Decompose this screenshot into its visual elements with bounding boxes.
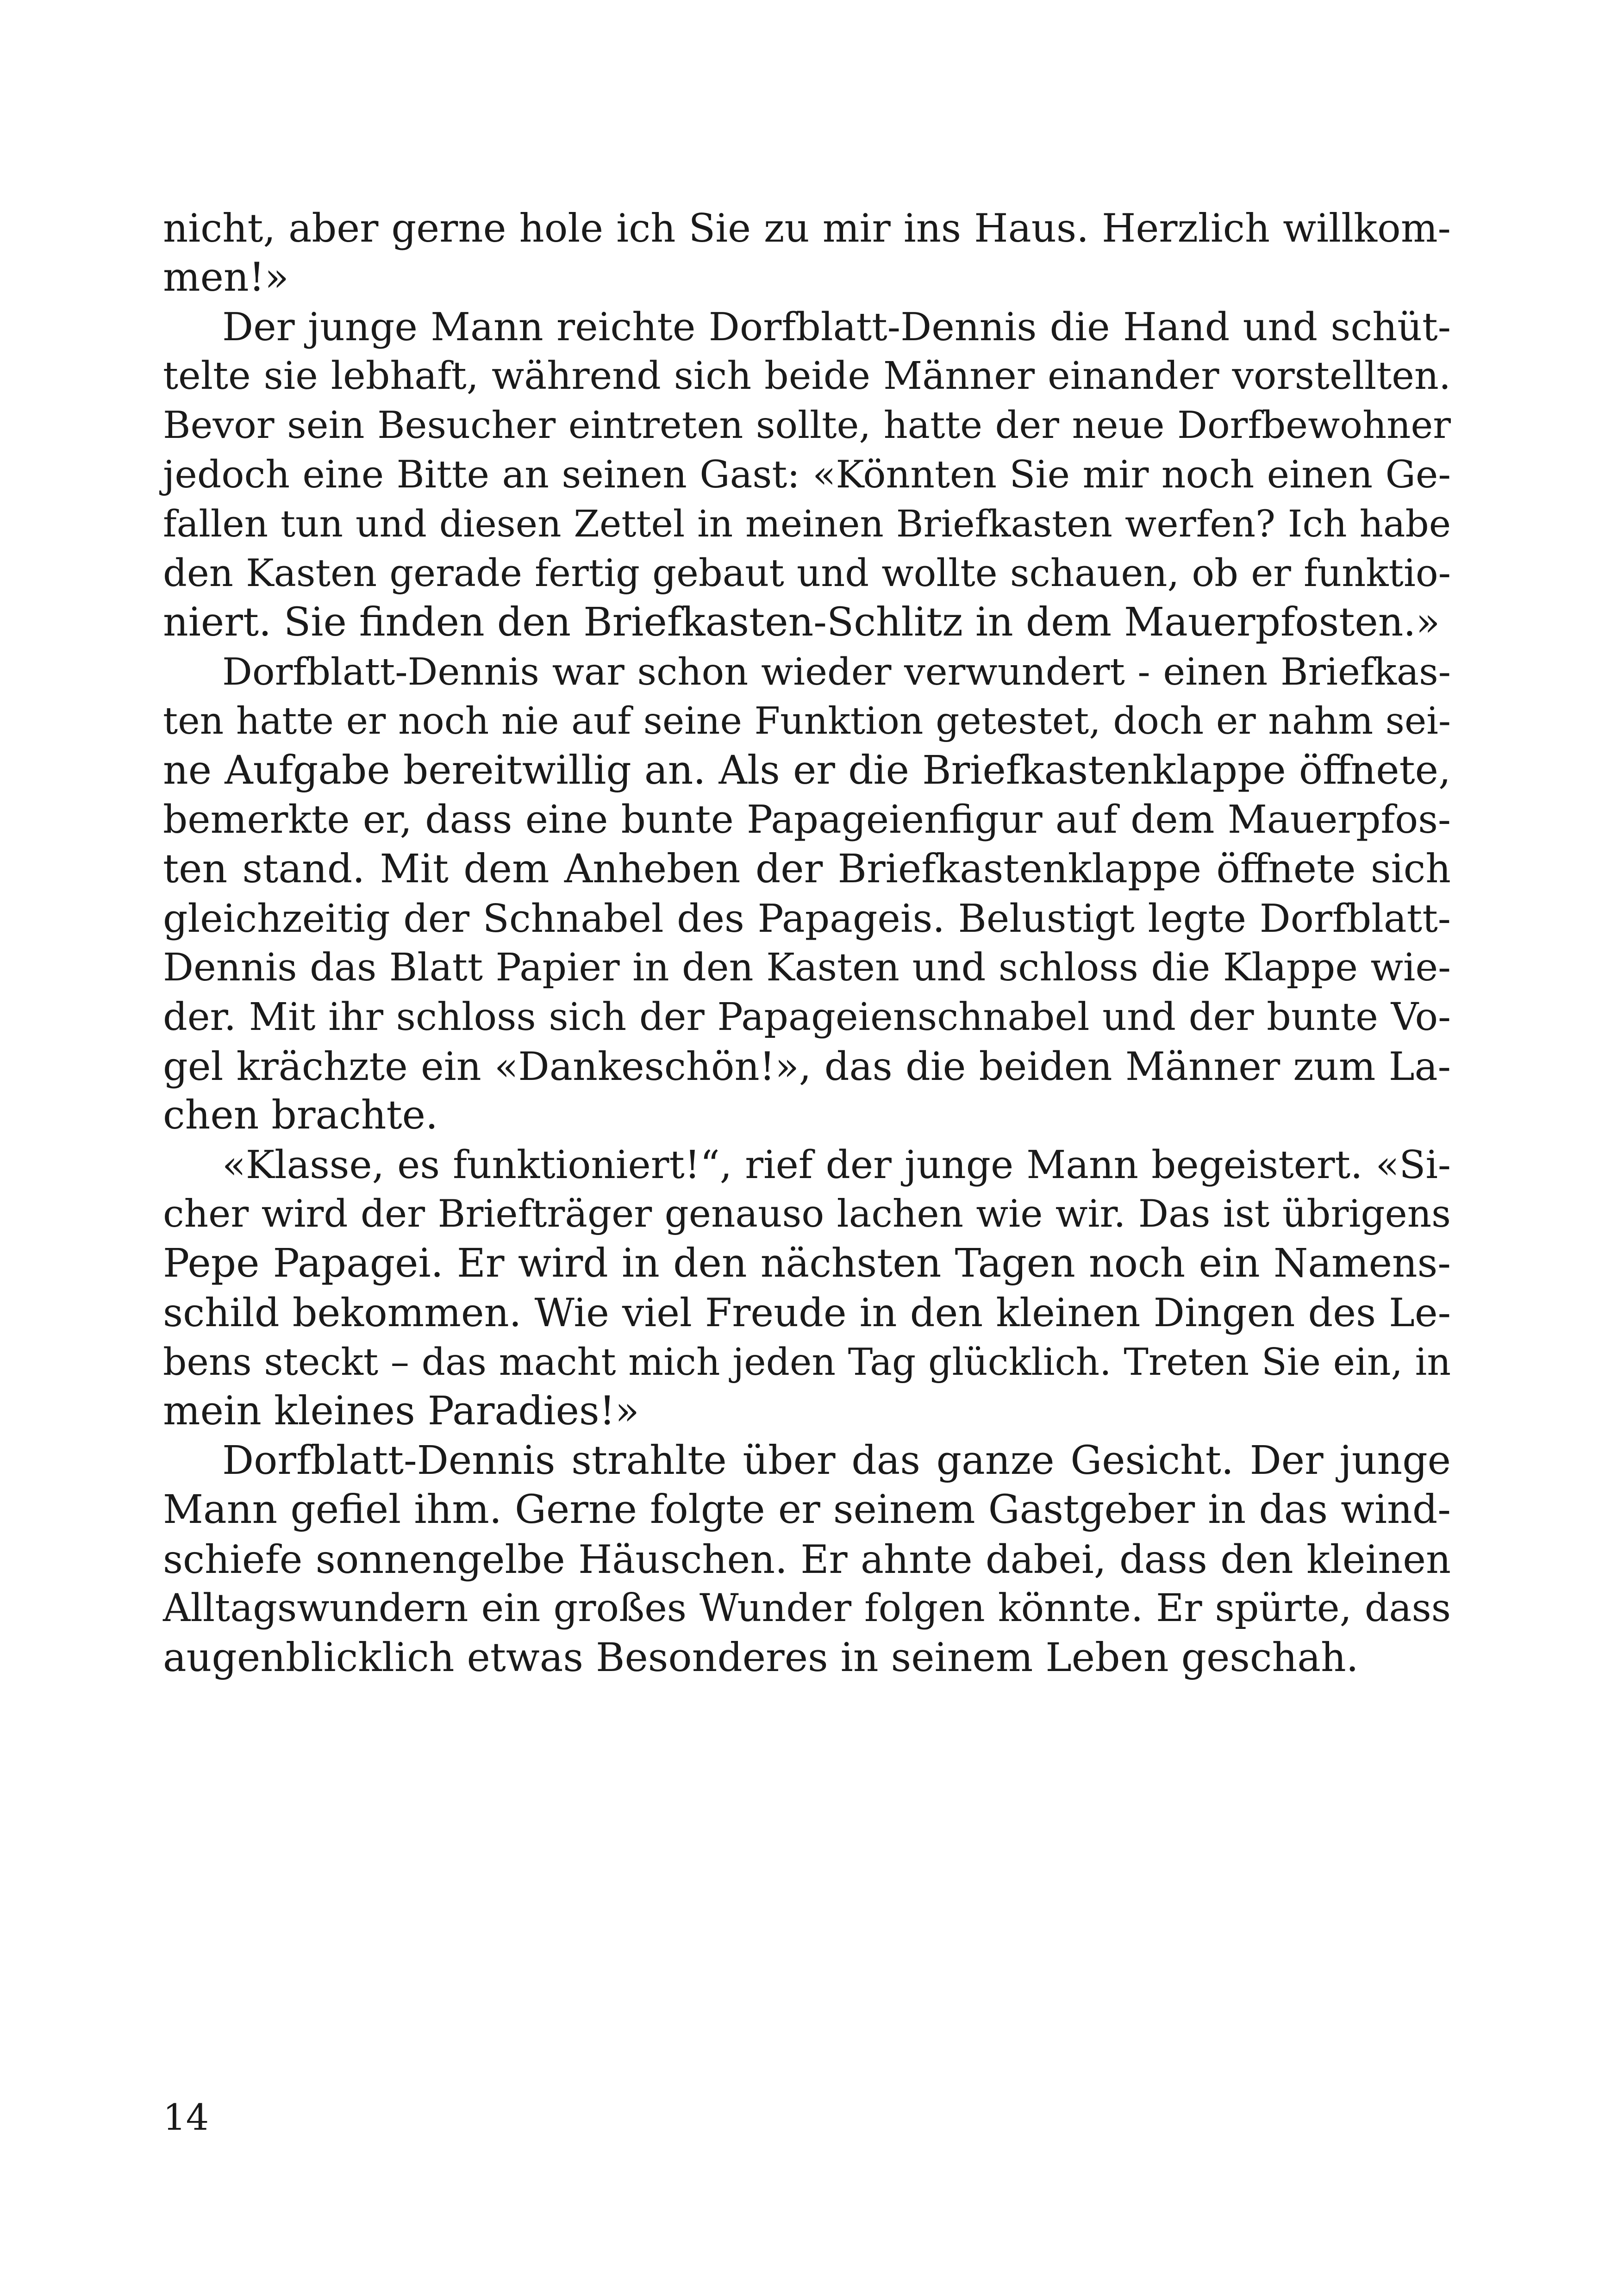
text-line: fallen tun und diesen Zettel in meinen Briefkasten werfen? Ich habe [163,502,1451,545]
text-line: jedoch eine Bitte an seinen Gast: «Könnten Sie mir noch einen Ge- [163,452,1451,497]
text-line: «Klasse, es funktioniert!“, rief der junge Mann begeistert. «Si- [222,1142,1451,1187]
text-line: chen brachte. [163,1092,438,1138]
text-line: Bevor sein Besucher eintreten sollte, hatte der neue Dorfbewohner [163,404,1451,447]
text-line: ten hatte er noch nie auf seine Funktion getestet, doch er nahm sei- [163,699,1451,742]
text-line: Dennis das Blatt Papier in den Kasten und schloss die Klappe wie- [163,945,1451,990]
text-line: ten stand. Mit dem Anheben der Briefkastenklappe öffnete sich [163,846,1451,892]
text-line: Mann gefiel ihm. Gerne folgte er seinem Gastgeber in das wind- [163,1487,1451,1533]
text-line: niert. Sie finden den Briefkasten-Schlitz in dem Mauerpfosten.» [163,599,1440,645]
text-line: den Kasten gerade fertig gebaut und wollte schauen, ob er funktio- [163,551,1451,595]
text-line: Dorfblatt-Dennis strahlte über das ganze Gesicht. Der junge [222,1437,1451,1484]
text-line: Dorfblatt-Dennis war schon wieder verwundert - einen Briefkas- [222,650,1451,694]
text-line: gleichzeitig der Schnabel des Papageis. Belustigt legte Dorfblatt- [163,896,1451,941]
page-number: 14 [163,2097,209,2139]
text-line: bens steckt – das macht mich jeden Tag glücklich. Treten Sie ein, in [163,1340,1451,1384]
text-line: cher wird der Briefträger genauso lachen wie wir. Das ist übrigens [163,1192,1451,1236]
text-line: telte sie lebhaft, während sich beide Männer einander vorstellten. [163,354,1451,398]
text-line: nicht, aber gerne hole ich Sie zu mir ins Haus. Herzlich willkom- [163,206,1451,251]
text-line: schild bekommen. Wie viel Freude in den kleinen Dingen des Le- [163,1290,1451,1335]
text-line: men!» [163,254,289,300]
text-line: schiefe sonnengelbe Häuschen. Er ahnte dabei, dass den kleinen [163,1536,1451,1582]
body-text [163,204,1451,1683]
text-line: augenblicklich etwas Besonderes in seinem Leben geschah. [163,1634,1359,1681]
text-line: gel krächzte ein «Dankeschön!», das die beiden Männer zum La- [163,1043,1451,1089]
text-line: Alltagswundern ein großes Wunder folgen könnte. Er spürte, dass [163,1586,1451,1630]
text-line: Der junge Mann reichte Dorfblatt-Dennis die Hand und schüt- [222,304,1451,349]
text-line: ne Aufgabe bereitwillig an. Als er die Briefkastenklappe öffnete, [163,747,1451,793]
text-line: mein kleines Paradies!» [163,1388,639,1434]
text-line: Pepe Papagei. Er wird in den nächsten Tagen noch ein Namens- [163,1240,1451,1286]
text-line: der. Mit ihr schloss sich der Papageienschnabel und der bunte Vo- [163,995,1451,1039]
text-line: bemerkte er, dass eine bunte Papageienfigur auf dem Mauerpfos- [163,797,1451,842]
